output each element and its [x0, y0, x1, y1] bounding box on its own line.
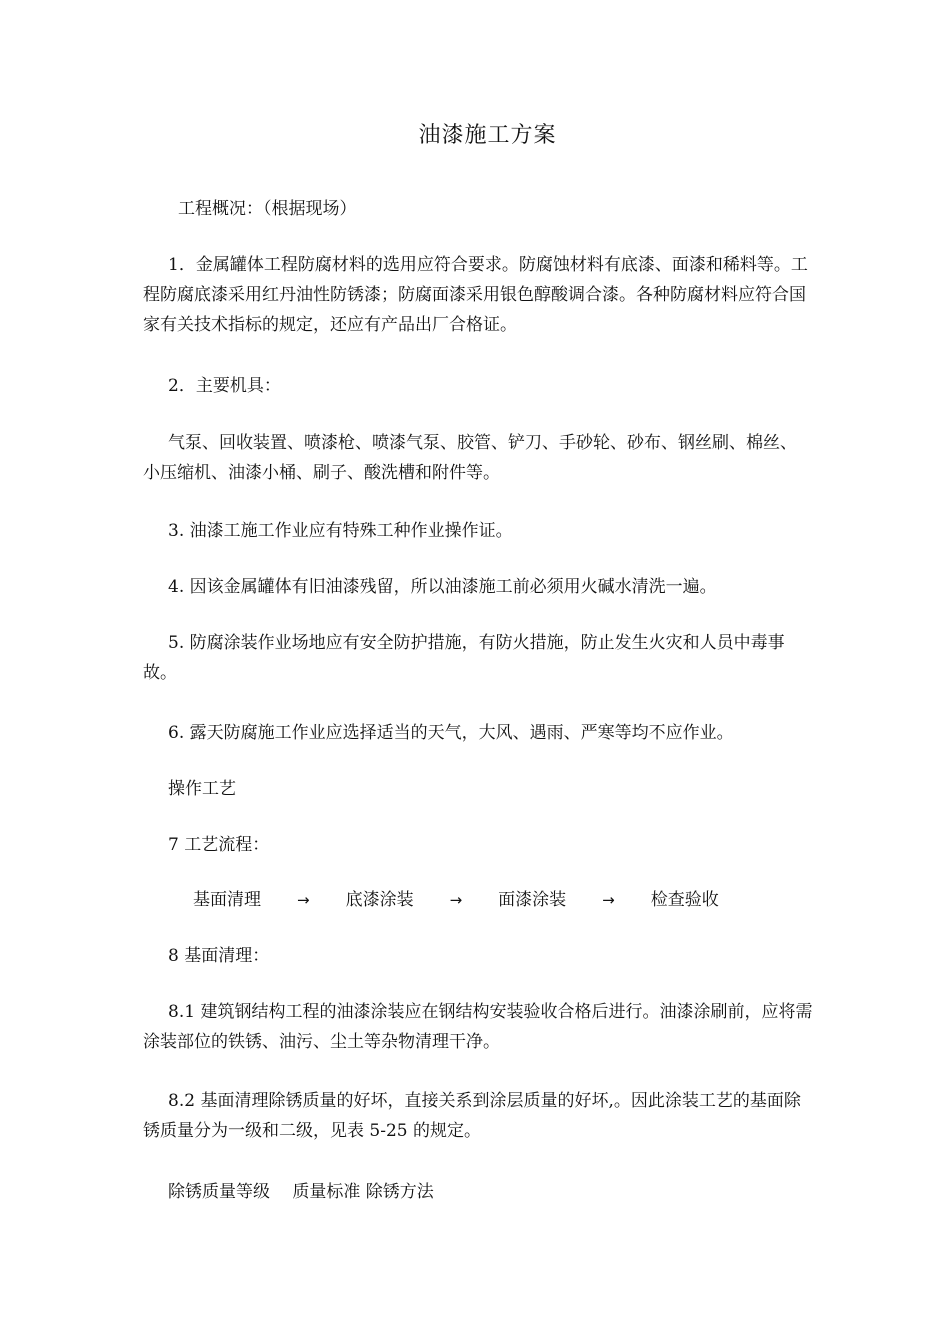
section-heading-process: 操作工艺 [168, 779, 236, 799]
paragraph-surface-heading: 8 基面清理： [168, 946, 270, 966]
flow-step-4: 检查验收 [650, 890, 719, 910]
process-flow [143, 885, 813, 915]
paragraph-safety: 5. 防腐涂装作业场地应有安全防护措施，有防火措施，防止发生火灾和人员中毒事故。 [143, 633, 785, 683]
paragraph-tools-heading: 2．主要机具： [168, 376, 281, 396]
paragraph-tools-list: 气泵、回收装置、喷漆枪、喷漆气泵、胶管、铲刀、手砂轮、砂布、钢丝刷、棉丝、小压缩机、油漆小桶、刷子、酸洗槽和附件等。 [143, 433, 797, 483]
document-title: 油漆施工方案 [418, 123, 557, 148]
paragraph-certificate: 3. 油漆工施工作业应有特殊工种作业操作证。 [168, 521, 513, 541]
arrow-right-icon: → [602, 891, 615, 909]
paragraph-flow-heading: 7 工艺流程： [168, 835, 270, 855]
paragraph-weather: 6. 露天防腐施工作业应选择适当的天气，大风、遇雨、严寒等均不应作业。 [168, 723, 734, 743]
paragraph-8-1: 8.1 建筑钢结构工程的油漆涂装应在钢结构安装验收合格后进行。油漆涂刷前，应将需涂装部位的铁锈、油污、尘土等杂物清理干净。 [143, 1002, 813, 1052]
paragraph-materials: 1．金属罐体工程防腐材料的选用应符合要求。防腐蚀材料有底漆、面漆和稀料等。工程防腐底漆采用红丹油性防锈漆；防腐面漆采用银色醇酸调合漆。各种防腐材料应符合国家有关技术指标的规定，还应有产品出厂合格证。 [143, 255, 808, 335]
overview-line: 工程概况：（根据现场） [178, 199, 357, 219]
paragraph-8-2: 8.2 基面清理除锈质量的好坏，直接关系到涂层质量的好坏,。因此涂装工艺的基面除锈质量分为一级和二级，见表 5-25 的规定。 [143, 1091, 801, 1141]
flow-step-2: 底漆涂装 [345, 890, 414, 910]
arrow-right-icon: → [449, 891, 463, 909]
flow-step-3: 面漆涂装 [498, 890, 567, 910]
table-header-line: 除锈质量等级 质量标准 除锈方法 [168, 1182, 434, 1202]
paragraph-cleaning: 4. 因该金属罐体有旧油漆残留，所以油漆施工前必须用火碱水清洗一遍。 [168, 577, 717, 597]
flow-step-1: 基面清理 [193, 890, 261, 910]
arrow-right-icon: → [297, 891, 310, 909]
